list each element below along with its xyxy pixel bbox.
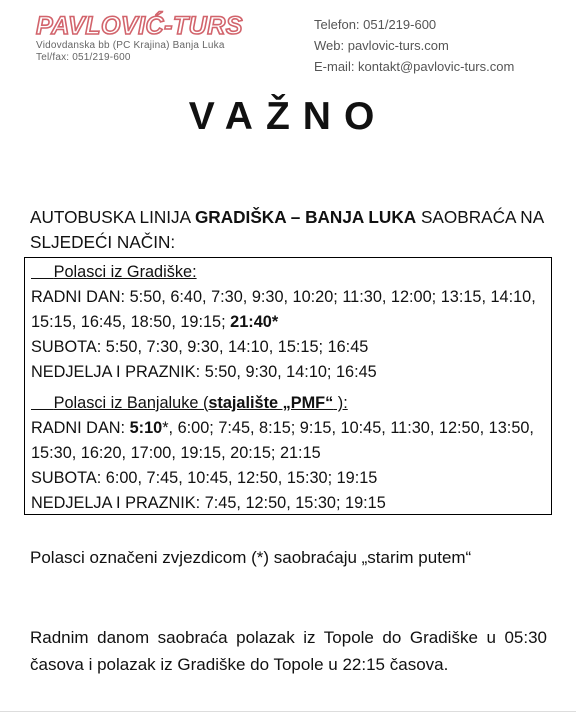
banjaluka-saturday: SUBOTA: 6:00, 7:45, 10:45, 12:50, 15:30; 19:15	[31, 469, 378, 487]
schedule-box	[24, 257, 552, 515]
banjaluka-heading-text: Polasci iz Banjaluke (stajalište „PMF“ ):	[53, 394, 348, 412]
company-logo	[36, 12, 276, 64]
page-divider	[0, 711, 576, 712]
intro-text	[30, 205, 550, 255]
gradiska-sunday: NEDJELJA I PRAZNIK: 5:50, 9:30, 14:10; 16:45	[31, 363, 377, 381]
page-title: VAŽNO	[188, 95, 388, 138]
contact-web: Web: pavlovic-turs.com	[314, 38, 449, 53]
banjaluka-stop: stajalište „PMF“	[208, 394, 334, 412]
gradiska-heading-text: Polasci iz Gradiške:	[53, 263, 197, 281]
contact-phone: Telefon: 051/219-600	[314, 17, 437, 32]
banjaluka-heading	[31, 391, 551, 416]
gradiska-heading	[31, 260, 551, 285]
intro-prefix: AUTOBUSKA LINIJA	[30, 207, 195, 227]
banjaluka-weekday: RADNI DAN: 5:10*, 6:00; 7:45, 8:15; 9:15, 10:45, 11:30, 12:50, 13:50, 15:30, 16:20, 17:00, 19:15, 20:15; 21:15	[31, 419, 534, 462]
contact-email: E-mail: kontakt@pavlovic-turs.com	[314, 59, 515, 74]
company-telfax: Tel/fax: 051/219-600	[36, 52, 131, 63]
gradiska-weekday: RADNI DAN: 5:50, 6:40, 7:30, 9:30, 10:20; 11:30, 12:00; 13:15, 14:10, 15:15, 16:45, 18:50, 19:15; 21:40*	[31, 288, 536, 331]
banjaluka-sunday: NEDJELJA I PRAZNIK: 7:45, 12:50, 15:30; 19:15	[31, 494, 386, 512]
gradiska-saturday: SUBOTA: 5:50, 7:30, 9:30, 14:10, 15:15; 16:45	[31, 338, 369, 356]
gradiska-weekday-highlight: 21:40*	[230, 313, 279, 331]
intro-suffix: SAOBRAĆA NA SLJEDEĆI NAČIN:	[30, 207, 544, 252]
intro-route: GRADIŠKA – BANJA LUKA	[194, 207, 417, 227]
star-note: Polasci označeni zvjezdicom (*) saobraćaju „starim putem“	[30, 548, 472, 567]
topola-note: Radnim danom saobraća polazak iz Topole do Gradiške u 05:30 časova i polazak iz Gradiške do Topole u 22:15 časova.	[30, 628, 547, 674]
banjaluka-weekday-highlight: 5:10	[129, 419, 163, 437]
company-address: Vidovdanska bb (PC Krajina) Banja Luka	[36, 40, 225, 51]
contact-block	[314, 14, 514, 77]
logo-name: PAVLOVIĆ-TURS	[36, 12, 243, 40]
